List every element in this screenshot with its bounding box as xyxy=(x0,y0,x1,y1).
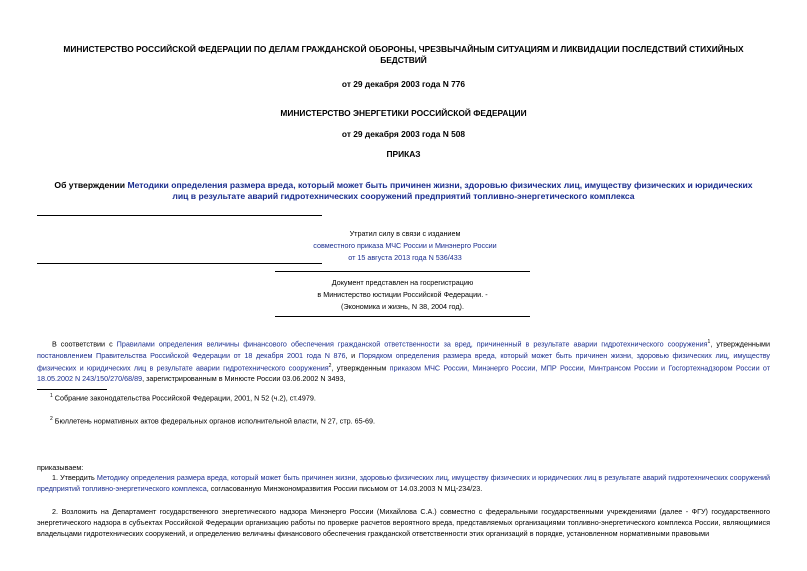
footnote-number: 1 xyxy=(50,393,53,399)
footnote-text: Собрание законодательства Российской Федерации, 2001, N 52 (ч.2), ст.4979. xyxy=(54,393,316,403)
status-note xyxy=(300,228,510,264)
preamble-text: , зарегистрированным в Минюсте России 03.06.2002 N 3493, xyxy=(142,374,346,384)
document-type: ПРИКАЗ xyxy=(386,149,421,159)
header-date-1: от 29 декабря 2003 года N 776 xyxy=(341,79,466,89)
preamble-text: , утвержденными xyxy=(710,339,771,349)
registration-line-2: в Министерство юстиции Российской Федерации. - xyxy=(317,290,488,299)
order-item-text: , согласованную Минэкономразвития России письмом от 14.03.2003 N МЦ-234/23. xyxy=(206,484,483,494)
status-note-link-2[interactable]: от 15 августа 2013 года N 536/433 xyxy=(348,253,462,262)
joint-order-link[interactable]: приказом МЧС России, Минэнерго России, МПР России, Минтрансом России и Госгортехнадзором России от 18.05.2002 N 243/150/270/68/89 xyxy=(37,363,770,384)
registration-line-1: Документ представлен на госрегистрацию xyxy=(331,278,474,287)
status-note-line: Утратил силу в связи с изданием xyxy=(349,229,461,238)
preamble-text: В соответствии с xyxy=(52,339,117,349)
methodology-link[interactable]: Методику определения размера вреда, который может быть причинен жизни, здоровью физических лиц, имуществу физических и юридических лиц в результате аварий гидротехнических сооружений предприятий топливно-энергетического комплекса xyxy=(37,473,770,494)
footnote-divider xyxy=(37,389,107,390)
divider xyxy=(37,263,322,264)
header-ministry-2: МИНИСТЕРСТВО ЭНЕРГЕТИКИ РОССИЙСКОЙ ФЕДЕРАЦИИ xyxy=(280,108,527,118)
header-line-1: МИНИСТЕРСТВО РОССИЙСКОЙ ФЕДЕРАЦИИ ПО ДЕЛАМ ГРАЖДАНСКОЙ ОБОРОНЫ, ЧРЕЗВЫЧАЙНЫМ СИТУАЦИЯМ И ЛИКВИДАЦИИ ПОСЛЕДСТВИЙ СТИХИЙНЫХ xyxy=(63,44,744,54)
footnote-number: 2 xyxy=(50,416,53,422)
divider xyxy=(37,215,322,216)
footnote-text: Бюллетень нормативных актов федеральных органов исполнительной власти, N 27, стр. 65-69. xyxy=(54,416,376,426)
order-item-2: 2. Возложить на Департамент государственного энергетического надзора Минэнерго России (Михайлова С.А.) совместно с федеральными государственными учреждениями (далее - ФГУ) государственного энергетического надзора в субъектах Российской Федерации организацию работы по проверке расчетов вероятного вреда, представляемых организациями топливно-энергетического комплекса России, являющимися владельцами гидротехнических сооружений, и определению величины финансового обеспечения гражданской ответственности этих организаций в порядке, установленном нормативными правовыми xyxy=(37,507,770,539)
registration-line-3: (Экономика и жизнь, N 38, 2004 год). xyxy=(341,302,464,311)
title-prefix: Об утверждении xyxy=(54,180,128,190)
procedure-link[interactable]: Порядком определения размера вреда, который может быть причинен жизни, здоровью физических лиц, имуществу физических и юридических лиц в результате аварии гидротехнического сооружения xyxy=(37,350,770,373)
preamble-paragraph xyxy=(37,337,770,385)
order-item-1 xyxy=(37,472,770,494)
footnote-2 xyxy=(50,416,375,425)
order-intro: приказываем: xyxy=(37,463,84,472)
footnote-1 xyxy=(50,393,316,402)
footnote-marker: 1 xyxy=(707,339,711,345)
status-note-link-1[interactable]: совместного приказа МЧС России и Минэнерго России xyxy=(313,241,497,250)
document-title xyxy=(30,180,777,202)
title-link-1[interactable]: Методики определения размера вреда, который может быть причинен жизни, здоровью физических лиц, имуществу физических и юридических xyxy=(127,180,753,190)
title-link-2[interactable]: лиц в результате аварий гидротехнических сооружений предприятий топливно-энергетического комплекса xyxy=(172,191,635,201)
order-item-number: 1. Утвердить xyxy=(52,473,97,482)
preamble-text: , утвержденным xyxy=(331,363,390,373)
government-decree-link[interactable]: постановлением Правительства Российской Федерации от 18 декабря 2001 года N 876 xyxy=(37,350,346,360)
rules-link[interactable]: Правилами определения величины финансового обеспечения гражданской ответственности за вред, причиненный в результате аварии гидротехнического сооружения xyxy=(116,339,708,349)
header-ministry-1 xyxy=(30,44,777,66)
divider xyxy=(275,271,530,272)
header-date-2: от 29 декабря 2003 года N 508 xyxy=(341,129,466,139)
divider xyxy=(275,316,530,317)
preamble-text: , и xyxy=(345,350,359,360)
registration-note xyxy=(275,277,530,313)
header-line-2: БЕДСТВИЙ xyxy=(380,55,427,65)
footnote-marker: 2 xyxy=(328,362,332,369)
